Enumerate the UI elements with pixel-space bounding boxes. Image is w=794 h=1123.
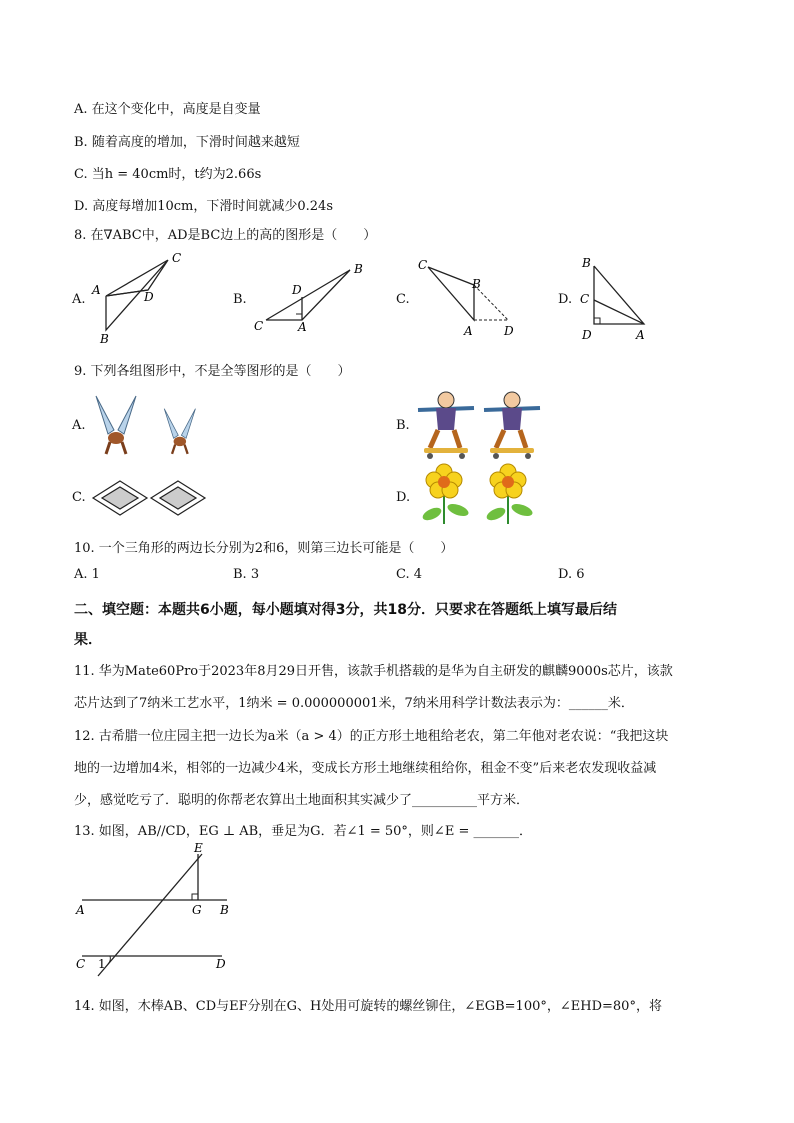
q13-point-c: C xyxy=(76,957,86,971)
q8b-point-a: A xyxy=(298,320,307,334)
q13-point-d: D xyxy=(216,957,226,971)
skateboarder-icon-right xyxy=(484,392,540,459)
q14-stem: 14. 如图，木棒AB、CD与EF分别在G、H处用可旋转的螺丝铆住，∠EGB=100°，∠EHD=80°，将 xyxy=(74,999,662,1014)
q12-line1: 12. 古希腊一位庄园主把一边长为a米（a > 4）的正方形土地租给老农，第二年他对老农说：“我把这块 xyxy=(74,729,669,744)
q9-figure-c xyxy=(90,478,210,518)
q10-stem: 10. 一个三角形的两边长分别为2和6，则第三边长可能是（ ） xyxy=(74,541,454,556)
diamond-icon-left xyxy=(93,481,147,515)
q7-option-d: D. 高度每增加10cm，下滑时间就减少0.24s xyxy=(74,199,333,214)
q9-stem: 9. 下列各组图形中，不是全等图形的是（ ） xyxy=(74,364,351,379)
section2-heading-line1: 二、填空题：本题共6小题，每小题填对得3分，共18分．只要求在答题纸上填写最后结 xyxy=(74,602,617,618)
flower-icon-right xyxy=(485,464,534,524)
q8-figure-a xyxy=(88,250,198,345)
q10-option-d: D. 6 xyxy=(558,567,585,582)
q8b-point-b: B xyxy=(354,262,363,276)
q8a-point-a: A xyxy=(92,283,101,297)
q8d-point-b: B xyxy=(582,256,591,270)
q13-stem: 13. 如图，AB//CD，EG ⊥ AB，垂足为G．若∠1 = 50°，则∠E = _______． xyxy=(74,824,532,839)
q10-option-a: A. 1 xyxy=(74,567,100,582)
q9-figure-b xyxy=(416,388,551,466)
knife-icon-left xyxy=(96,396,136,454)
q8a-point-b: B xyxy=(100,332,109,345)
q10-option-b: B. 3 xyxy=(233,567,260,582)
q8d-point-d: D xyxy=(582,328,592,342)
q8b-point-d: D xyxy=(292,283,302,297)
q8c-point-a: A xyxy=(464,324,473,338)
q9-figure-a xyxy=(88,390,218,465)
q8c-point-c: C xyxy=(418,258,428,272)
q8d-point-a: A xyxy=(636,328,645,342)
q11-line2: 芯片达到了7纳米工艺水平，1纳米 = 0.000000001米，7纳米用科学计数法表示为：______米． xyxy=(74,696,634,711)
q11-line1: 11. 华为Mate60Pro于2023年8月29日开售，该款手机搭载的是华为自主研发的麒麟9000s芯片，该款 xyxy=(74,664,673,679)
q13-point-e: E xyxy=(194,841,203,855)
q13-point-b: B xyxy=(220,903,229,917)
q7-option-c: C. 当h = 40cm时，t约为2.66s xyxy=(74,167,262,182)
q12-line3: 少，感觉吃亏了．聪明的你帮老农算出土地面积其实减少了__________平方米． xyxy=(74,793,530,808)
q8a-point-d: D xyxy=(144,290,154,304)
q8-figure-d xyxy=(576,252,656,344)
diamond-icon-right xyxy=(151,481,205,515)
q8-label-b: B. xyxy=(233,292,247,307)
q8-label-c: C. xyxy=(396,292,410,307)
q8d-point-c: C xyxy=(580,292,590,306)
q13-point-g: G xyxy=(192,903,202,917)
q8-label-d: D. xyxy=(558,292,573,307)
q9-label-c: C. xyxy=(72,490,86,505)
q8-figure-b xyxy=(250,255,375,335)
flower-icon-left xyxy=(421,464,470,524)
section2-heading-line2: 果． xyxy=(74,632,102,648)
q7-option-b: B. 随着高度的增加，下滑时间越来越短 xyxy=(74,135,300,150)
q8b-point-c: C xyxy=(254,319,264,333)
q9-label-d: D. xyxy=(396,490,411,505)
q8a-point-c: C xyxy=(172,251,182,265)
q8-label-a: A. xyxy=(72,292,86,307)
q13-figure xyxy=(72,840,247,980)
q8-stem: 8. 在∇ABC中，AD是BC边上的高的图形是（ ） xyxy=(74,228,377,243)
q8c-point-d: D xyxy=(504,324,514,338)
q9-figure-d xyxy=(414,462,544,527)
q12-line2: 地的一边增加4米，相邻的一边减少4米，变成长方形土地继续租给你，租金不变”后来老农发现收益减 xyxy=(74,761,657,776)
knife-icon-right xyxy=(164,409,195,454)
q8-figure-c xyxy=(412,255,527,340)
q13-point-a: A xyxy=(76,903,85,917)
skateboarder-icon-left xyxy=(418,392,474,459)
q10-option-c: C. 4 xyxy=(396,567,423,582)
q9-label-a: A. xyxy=(72,418,86,433)
q13-angle-1: 1 xyxy=(98,957,106,971)
q7-option-a: A. 在这个变化中，高度是自变量 xyxy=(74,102,261,117)
q8c-point-b: B xyxy=(472,277,481,291)
q9-label-b: B. xyxy=(396,418,410,433)
